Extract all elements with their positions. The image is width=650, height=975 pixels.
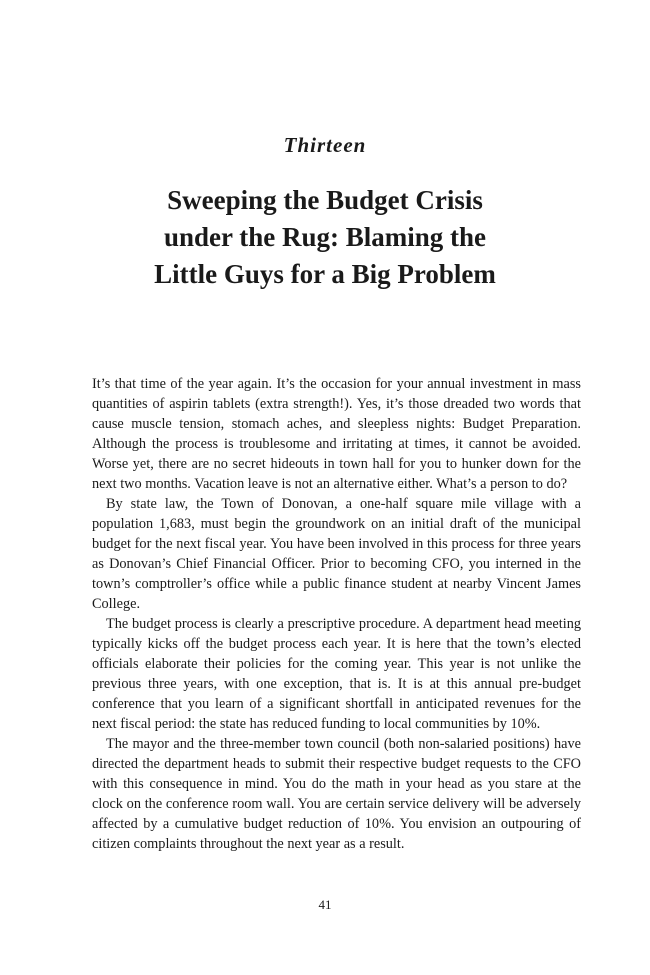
chapter-title-line: under the Rug: Blaming the [163,222,487,252]
body-paragraph: The budget process is clearly a prescriptive procedure. A department head meeting typically kicks off the budget process each year. It is here that the town’s elected officials elaborate their policies for the coming year. This year is not unlike the previous three years, with one exception, that is. It is at this annual pre-budget conference that you learn of a significant shortfall in anticipated revenues for the next fiscal period: the state has reduced funding to local communities by 10%. [92,616,581,732]
body-paragraph: By state law, the Town of Donovan, a one-half square mile village with a population 1,683, must begin the groundwork on an initial draft of the municipal budget for the next fiscal year. You have been involved in this process for three years as Donovan’s Chief Financial Officer. Prior to becoming CFO, you interned in the town’s comptroller’s office while a public finance student at nearby Vincent James College. [92,496,581,612]
chapter-title [0,182,650,293]
body-paragraph: It’s that time of the year again. It’s the occasion for your annual investment in mass quantities of aspirin tablets (extra strength!). Yes, it’s those dreaded two words that cause muscle tension, stomach aches, and sleepless nights: Budget Preparation. Although the process is troublesome and irritating at times, it cannot be avoided. Worse yet, there are no secret hideouts in town hall for you to hunker down for the next two months. Vacation leave is not an alternative either. What’s a person to do? [92,376,581,492]
chapter-title-line: Sweeping the Budget Crisis [167,185,483,215]
page-number: 41 [318,897,332,912]
body-paragraph: The mayor and the three-member town council (both non-salaried positions) have directed the department heads to submit their respective budget requests to the CFO with this consequence in mind. You do the math in your head as you stare at the clock on the conference room wall. You are certain service delivery will be adversely affected by a cumulative budget reduction of 10%. You envision an outpouring of citizen complaints throughout the next year as a result. [92,736,581,852]
chapter-title-line: Little Guys for a Big Problem [154,259,496,289]
chapter-number: Thirteen [283,133,367,157]
chapter-body [92,374,581,854]
